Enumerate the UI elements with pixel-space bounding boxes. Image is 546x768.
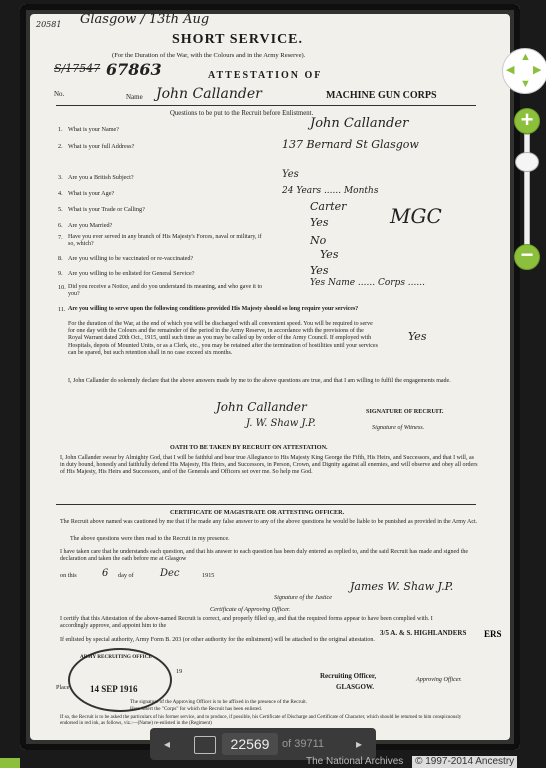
filmstrip-icon[interactable] [194,736,216,754]
stamp-date: 14 SEP 1916 [90,684,138,694]
q10-answer: Yes Name ...... Corps ...... [310,278,425,288]
q7-text: Have you ever served in any branch of His Majesty's Forces, naval or military, if so, which? [68,234,262,248]
q1-answer: John Callander [310,116,409,131]
q1-number: 1. [58,126,63,133]
q4-number: 4. [58,190,63,197]
zoom-slider-thumb[interactable] [515,152,539,172]
pan-left-icon[interactable]: ◀ [506,64,515,76]
q2-text: What is your full Address? [68,143,135,150]
zoom-slider-track[interactable] [524,134,530,246]
certificate-header: CERTIFICATE OF MAGISTRATE OR ATTESTING OFFICER. [170,509,345,516]
service-number: 67863 [106,60,162,79]
approving-unit-stamp: 3/5 A. & S. HIGHLANDERS [380,629,467,637]
q6-number: 6. [58,222,63,229]
top-scribble: Glasgow / 13th Aug [80,12,210,27]
pan-up-icon[interactable]: ▲ [520,51,531,63]
zoom-out-button[interactable]: − [514,244,540,270]
divider [56,105,476,106]
footnote-3: If so, the Recruit is to be asked the particulars of his former service, and to produce, if possible, his Certificate of Discharge and Certificate of Character, which should be returned to him conspicuously endorsed in red ink, as follows, viz.:—(Name) re-enlisted in the (Regiment) [60,715,462,726]
justice-signature: James W. Shaw J.P. [350,580,454,593]
page-count: of 39711 [282,738,325,750]
corps-stamp: MACHINE GUN CORPS [326,90,437,101]
q9-text: Are you willing to be enlisted for General Service? [68,270,195,277]
reg-number: 20581 [36,20,62,29]
place-label: Place [56,684,70,691]
approving-text: I certify that this Attestation of the above-named Recruit is correct, and properly filled up, and that the required forms appear to have been complied with. I accordingly approve, and appoint him to the [60,616,433,630]
date-label: 19 [176,668,183,675]
archives-link[interactable]: The National Archives [306,756,404,767]
stamp-round-text: ARMY RECRUITING OFFICE [80,654,152,660]
q9-answer: Yes [310,264,329,277]
declaration-text: I, John Callander do solemnly declare that the above answers made by me to the above questions are true, and that I am willing to fulfil the engagements made. [68,378,451,384]
pan-down-icon[interactable]: ▼ [520,78,531,90]
witness-signature: J. W. Shaw J.P. [246,418,316,429]
q8-text: Are you willing to be vaccinated or re-vaccinated? [68,255,194,262]
q3-number: 3. [58,174,63,181]
year-value: 1915 [202,572,215,579]
q11-text: Are you willing to serve upon the following conditions provided His Majesty should so long require your services? [68,306,359,312]
copyright-text: © 1997-2014 Ancestry [412,756,517,768]
previous-image-button[interactable]: ◂ [163,737,171,751]
menu-icon[interactable] [0,758,20,768]
q10-number: 10. [58,284,66,291]
name-value: John Callander [156,86,262,102]
q11-answer: Yes [408,330,427,343]
name-label: Name [126,93,143,101]
zoom-in-button[interactable]: + [514,108,540,134]
approving-text-2: If enlisted by special authority, Army Form B. 203 (or other authority for the enlistment) will be attached to the original attestation. [60,637,375,643]
conditions-text: For the duration of the War, at the end of which you will be discharged with all convenient speed. You will be required to serve for one day with the Colours and the remainder of the period in the Army Reserve, in accordance with the provisions of the Royal Warrant dated 20th Oct., 1915, until such time as you may be called up by order of the Army Council. If employed with Hospitals, depots of Mounted Units, or as a Clerk, etc., you may be retained after the termination of hostilities until your services can be spared, but such retention shall in no case exceed six months. [68,321,378,356]
unit-suffix: ERS [484,629,502,639]
certificate-text-2: The above questions were then read to the Recruit in my presence. [70,536,230,542]
justice-label: Signature of the Justice [274,594,333,601]
q3-text: Are you a British Subject? [68,174,134,181]
approving-officer-label: Approving Officer. [416,676,462,683]
title-short-service: SHORT SERVICE. [172,32,304,47]
corps-handwritten: MGC [390,204,442,228]
zoom-control [500,46,546,286]
footer-credits [306,756,517,768]
q8-number: 8. [58,255,63,262]
certificate-text-1: The Recruit above named was cautioned by me that if he made any false answer to any of the above questions he would be liable to be punished as provided in the Army Act. [60,519,478,525]
recruit-signature-label: SIGNATURE OF RECRUIT. [366,408,444,415]
footnote-1: The signature of the Approving Officer is to be affixed in the presence of the Recruit. [130,699,307,705]
q8-answer: Yes [320,248,339,261]
approving-header: Certificate of Approving Officer. [210,606,291,613]
q7-answer: No [310,234,327,247]
q2-answer: 137 Bernard St Glasgow [282,138,419,151]
struck-number: S/17547 [54,62,101,75]
q7-number: 7. [58,234,63,241]
q9-number: 9. [58,270,63,277]
oath-header: OATH TO BE TAKEN BY RECRUIT ON ATTESTATION. [170,444,328,451]
q10-text: Did you receive a Notice, and do you understand its meaning, and who gave it to you? [68,284,263,298]
oath-text: I, John Callander swear by Almighty God, that I will be faithful and bear true Allegiance to His Majesty King George the Fifth, His Heirs, and Successors, and that I will, as in duty bound, honestly and faithfully defend His Majesty, His Heirs, and Successors, in Person, Crown, and Dignity against all enemies, and will observe and obey all orders of His Majesty, His Heirs and Successors, and of the Generals and Officers set over me. So help me God. [60,455,478,476]
day-value: 6 [102,568,109,579]
certificate-text-3: I have taken care that he understands each question, and that his answer to each question has been duly entered as replied to, and the said Recruit has made and signed the declaration and taken the oath before me at Glasgow [60,549,469,563]
q4-answer: 24 Years ...... Months [282,186,379,196]
page-number-input[interactable]: 22569 [222,733,278,755]
witness-label: Signature of Witness. [372,424,425,431]
questions-header: Questions to be put to the Recruit before Enlistment. [170,110,314,117]
recruit-signature: John Callander [216,400,307,414]
day-label: day of [118,572,134,579]
next-image-button[interactable]: ▸ [355,737,363,751]
q6-text: Are you Married? [68,222,113,229]
q11-number: 11. [58,306,66,313]
subtitle: (For the Duration of the War, with the Colours and in the Army Reserve). [112,52,306,59]
q5-number: 5. [58,206,63,213]
q1-text: What is your Name? [68,126,120,133]
footnote-2: Here insert the "Corps" for which the Recruit has been enlisted. [130,706,263,712]
q4-text: What is your Age? [68,190,115,197]
on-this-label: on this [60,572,77,579]
attestation-title: ATTESTATION OF [208,70,323,81]
q5-answer: Carter [310,200,347,213]
q2-number: 2. [58,143,63,150]
number-label: No. [54,90,65,98]
divider [56,504,476,505]
recruiting-officer-stamp: Recruiting Officer, [320,672,377,680]
pan-control[interactable] [502,48,546,94]
q3-answer: Yes [282,169,299,180]
q6-answer: Yes [310,216,329,229]
pan-right-icon[interactable]: ▶ [533,64,542,76]
q5-text: What is your Trade or Calling? [68,206,145,213]
glasgow-stamp: GLASGOW. [336,683,375,691]
month-value: Dec [160,568,180,579]
attestation-document-image [20,4,520,750]
